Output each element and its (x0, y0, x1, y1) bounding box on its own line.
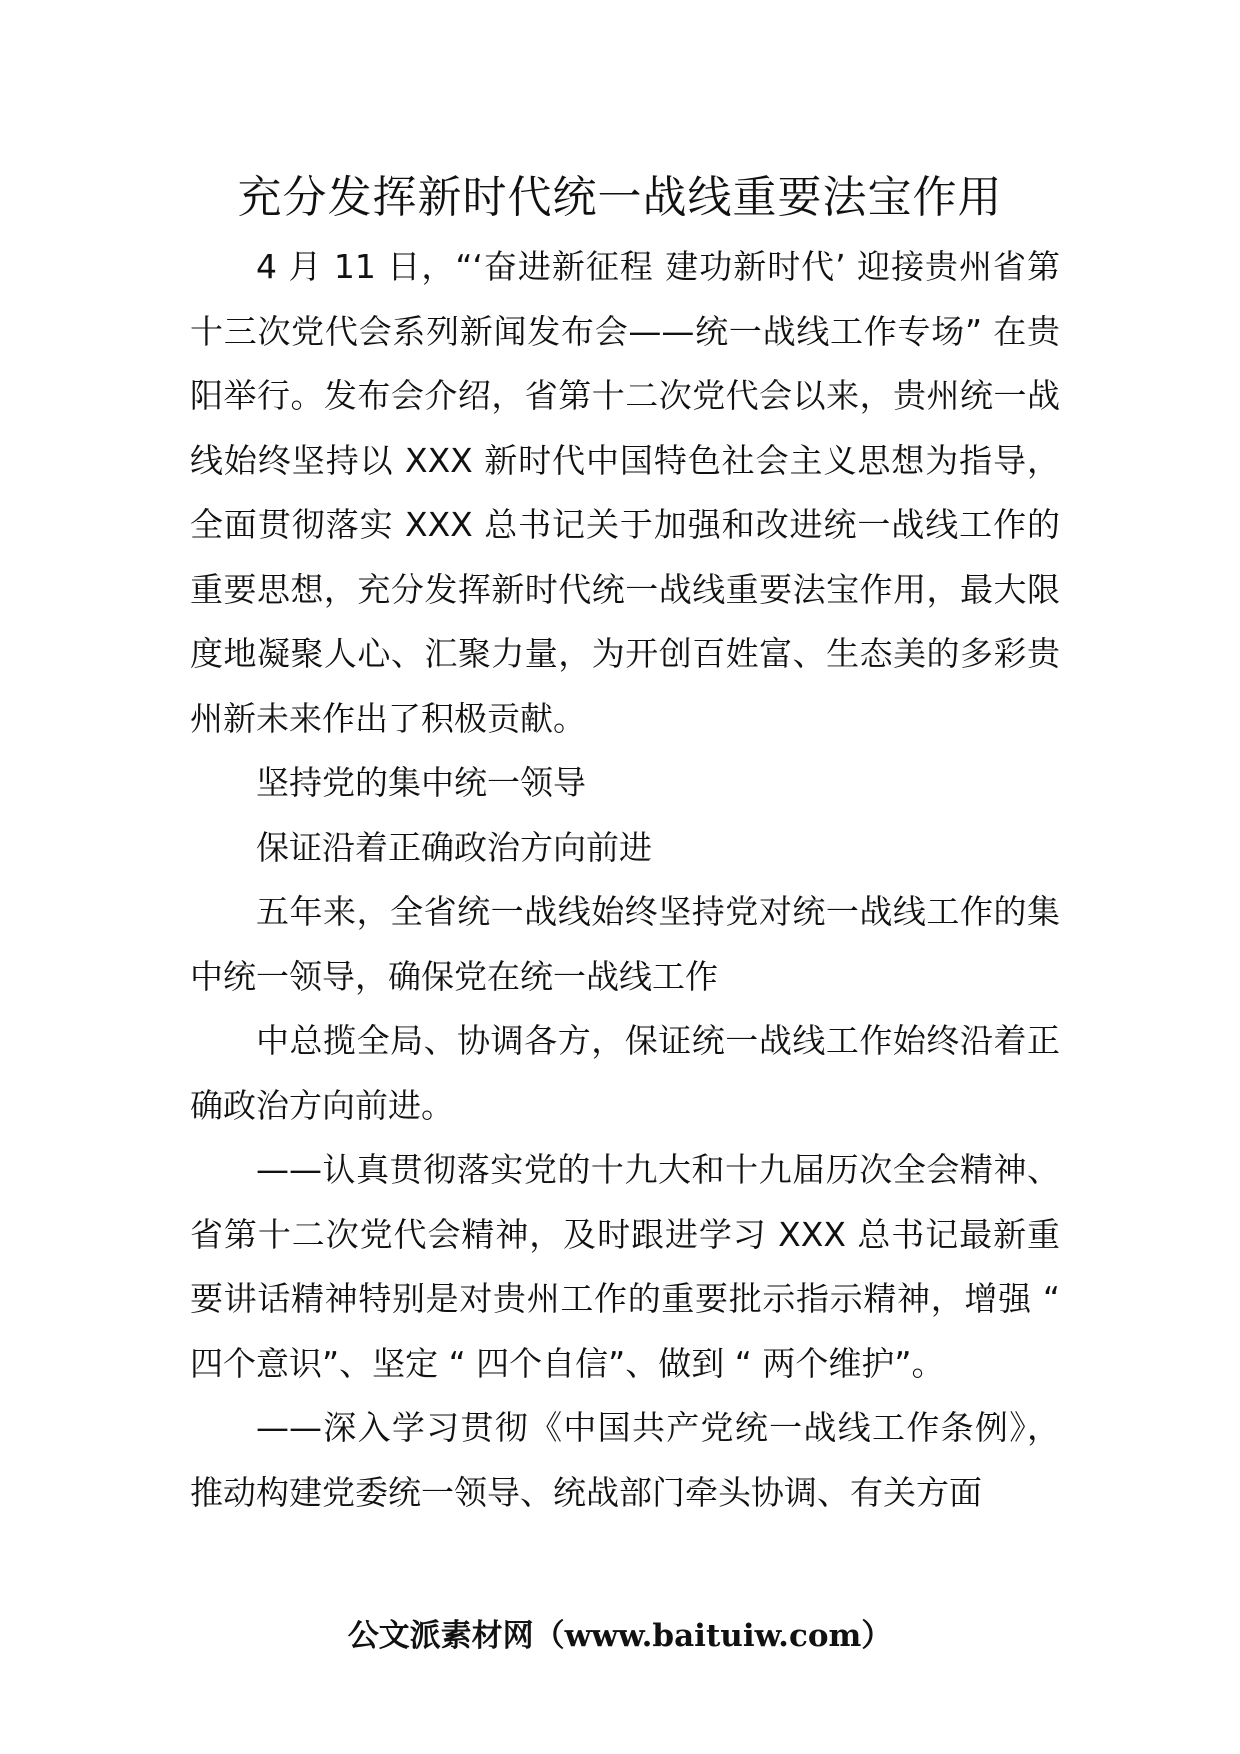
paragraph-bullet-2: ——深入学习贯彻《中国共产党统一战线工作条例》，推动构建党委统一领导、统战部门牵头协调、有关方面 (190, 1408, 1060, 1512)
paragraph-five-years: 五年来，全省统一战线始终坚持党对统一战线工作的集中统一领导，确保党在统一战线工作 (190, 892, 1060, 996)
section-heading-2: 保证沿着正确政治方向前进 (256, 827, 652, 867)
paragraph-intro: 4 月 11 日，“‘奋进新征程 建功新时代’ 迎接贵州省第十三次党代会系列新闻发布会——统一战线工作专场” 在贵阳举行。发布会介绍，省第十二次党代会以来，贵州统一战线始终坚持以 XXX 新时代中国特色社会主义思想为指导，全面贯彻落实 XXX 总书记关于加强和改进统一战线工作的重要思想，充分发挥新时代统一战线重要法宝作用，最大限度地凝聚人心、汇聚力量，为开创百姓富、生态美的多彩贵州新未来作出了积极贡献。 (190, 247, 1060, 738)
section-heading-1: 坚持党的集中统一领导 (256, 763, 586, 802)
paragraph-bullet-1: ——认真贯彻落实党的十九大和十九届历次全会精神、省第十二次党代会精神，及时跟进学习 XXX 总书记最新重要讲话精神特别是对贵州工作的重要批示指示精神，增强 “ 四个意识”、坚定 “ 四个自信”、做到 “ 两个维护”。 (190, 1150, 1060, 1383)
document-title: 充分发挥新时代统一战线重要法宝作用 (237, 172, 1003, 223)
paragraph-overall: 中总揽全局、协调各方，保证统一战线工作始终沿着正确政治方向前进。 (190, 1021, 1060, 1125)
footer-source: 公文派素材网（www.baituiw.com） (347, 1618, 893, 1654)
document-body (190, 235, 1060, 1525)
